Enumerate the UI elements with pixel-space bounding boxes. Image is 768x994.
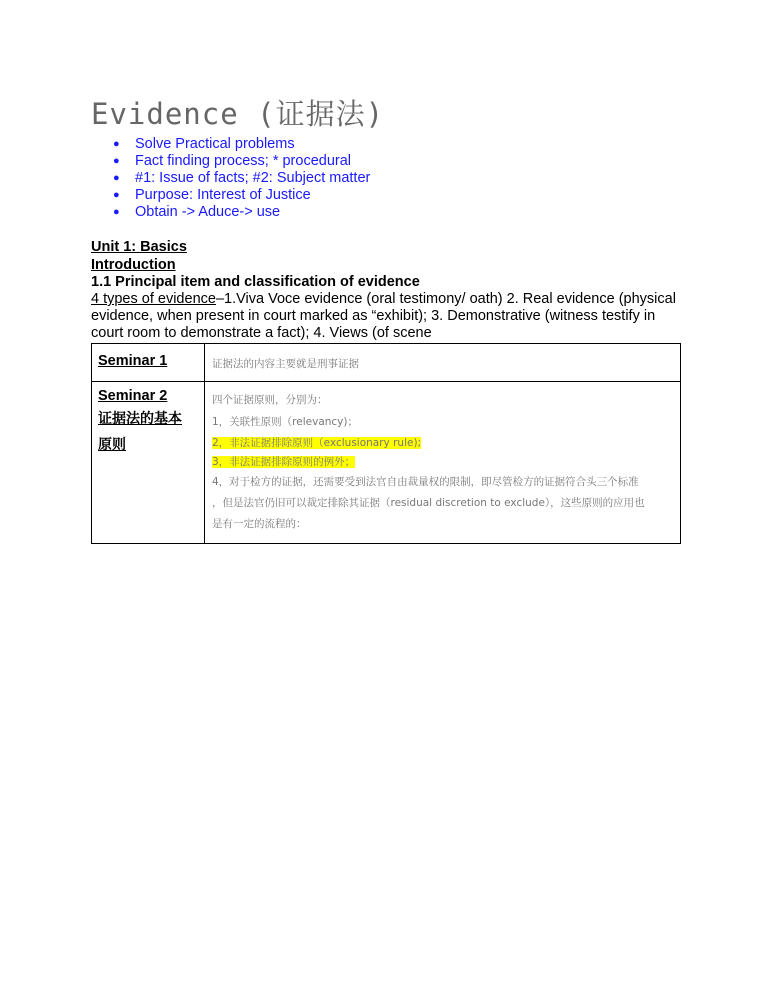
highlighted-text: 3，非法证据排除原则的例外； (212, 456, 356, 468)
seminar-2-line: 是有一定的流程的： (212, 518, 307, 530)
list-item: ● Solve Practical problems (91, 136, 370, 153)
seminar-2-line (212, 435, 421, 450)
intro-heading: Introduction (91, 257, 176, 273)
page-title: Evidence (证据法) (91, 97, 385, 131)
list-item: ● Fact finding process; * procedural (91, 153, 370, 170)
evidence-types-paragraph (91, 291, 681, 342)
seminar-1-text: 证据法的内容主要就是刑事证据 (212, 358, 359, 370)
unit-heading: Unit 1: Basics (91, 239, 187, 255)
table-column-divider (204, 344, 205, 543)
seminar-2-line: 1，关联性原则（relevancy)； (212, 416, 358, 428)
list-item: ● Obtain -> Aduce-> use (91, 204, 370, 221)
list-item: ● #1: Issue of facts; #2: Subject matter (91, 170, 370, 187)
seminar-2-line (212, 454, 355, 469)
seminar-2-line: ，但是法官仍旧可以裁定排除其证据（residual discretion to exclude），这些原则的应用也 (212, 497, 645, 509)
seminar-2-cn-label-line1: 证据法的基本 (98, 411, 182, 427)
seminar-2-line: 四个证据原则，分别为： (212, 394, 328, 406)
highlighted-text: 2，非法证据排除原则（exclusionary rule); (212, 437, 422, 449)
evidence-types-lead: 4 types of evidence (91, 291, 216, 307)
seminar-2-line: 4，对于检方的证据，还需要受到法官自由裁量权的限制，即尽管检方的证据符合头三个标准 (212, 476, 639, 488)
bullet-list (91, 136, 370, 221)
list-item: ● Purpose: Interest of Justice (91, 187, 370, 204)
seminar-table (91, 343, 681, 544)
table-row (92, 344, 680, 382)
seminar-2-cn-label-line2: 原则 (98, 437, 126, 453)
seminar-1-label: Seminar 1 (98, 353, 168, 369)
seminar-2-label: Seminar 2 (98, 388, 168, 404)
evidence-types-text: –1.Viva Voce evidence (oral testimony/ oath) 2. Real evidence (physical evidence, when present in court marked as “exhibit); 3. Demonstrative (witness testify in court room to demonstrate a fact); 4. Views (of scene (91, 291, 676, 341)
section-heading: 1.1 Principal item and classification of evidence (91, 274, 420, 290)
